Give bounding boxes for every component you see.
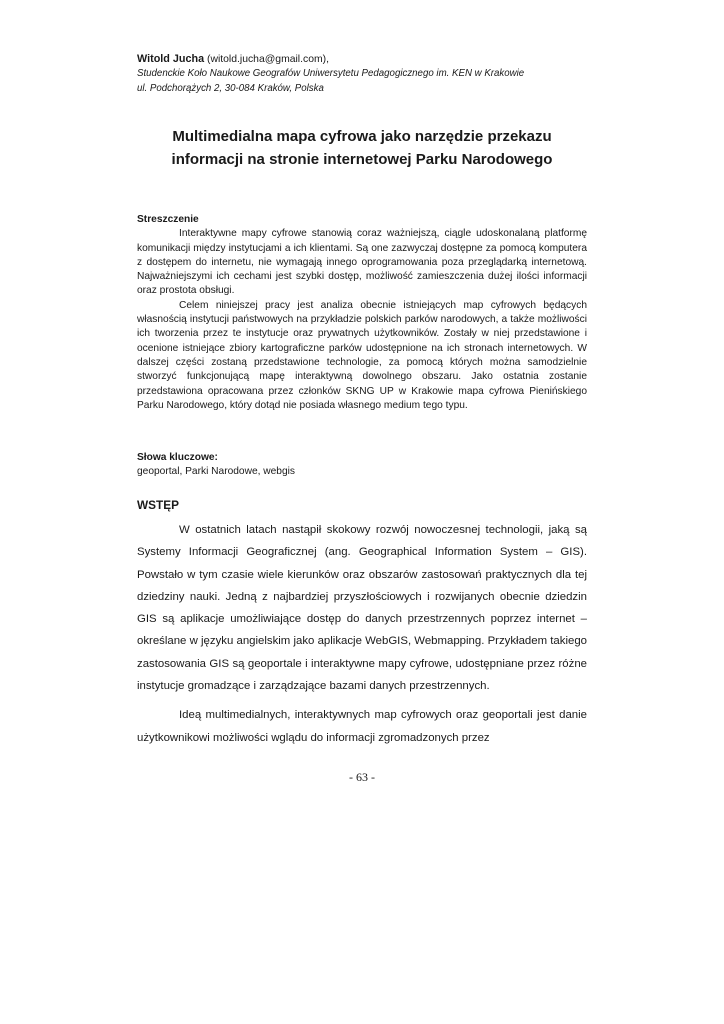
abstract-heading: Streszczenie	[137, 214, 199, 225]
author-block	[137, 52, 597, 96]
abstract-paragraph-2: Celem niniejszej pracy jest analiza obecnie istniejących map cyfrowych będących własnością instytucji państwowych na przykładzie polskich parków narodowych, a także możliwości ich tworzenia przez te instytucje oraz prywatnych użytkowników. Zostały w niej przedstawione i ocenione istniejące zbiory kartograficzne parków udostępnione na ich stronach internetowych. W dalszej części zostaną przedstawione technologie, za pomocą których można samodzielnie stworzyć funkcjonującą mapę interaktywną dowolnego obszaru. Jako ostatnia zostanie przedstawiona opracowana przez członków SKNG UP w Krakowie mapa cyfrowa Pienińskiego Parku Narodowego, który dotąd nie posiada własnego medium tego typu.	[137, 299, 587, 411]
abstract-section	[137, 213, 587, 413]
page-number: - 63 -	[349, 770, 375, 784]
keywords-heading: Słowa kluczowe:	[137, 452, 218, 463]
body-paragraph-2: Ideą multimedialnych, interaktywnych map cyfrowych oraz geoportali jest danie użytkownikowi możliwości wglądu do informacji zgromadzonych przez	[137, 709, 587, 744]
keywords-text: geoportal, Parki Narodowe, webgis	[137, 466, 295, 478]
section-heading: WSTĘP	[137, 498, 179, 512]
title-line-1: Multimedialna mapa cyfrowa jako narzędzie przekazu	[172, 128, 552, 145]
keywords-section	[137, 451, 587, 480]
paper-title	[137, 125, 587, 171]
title-line-2: informacji na stronie internetowej Parku Narodowego	[171, 151, 553, 168]
body-text	[137, 519, 587, 756]
author-line	[137, 52, 597, 67]
affiliation-line-1: Studenckie Koło Naukowe Geografów Uniwersytetu Pedagogicznego im. KEN w Krakowie	[137, 68, 525, 79]
body-paragraph-1: W ostatnich latach nastąpił skokowy rozwój nowoczesnej technologii, jaką są Systemy Informacji Geograficznej (ang. Geographical Information System – GIS). Powstało w tym czasie wiele kierunków oraz obszarów zastosowań praktycznych dla tej dziedziny nauki. Jedną z najbardziej przyszłościowych i rozwijanych obecnie dziedzin GIS są aplikacje umożliwiające dostęp do danych przestrzennych poprzez internet – określane w języku angielskim jako aplikacje WebGIS, Webmapping. Przykładem takiego zastosowania GIS są geoportale i interaktywne mapy cyfrowe, udostępniane przez różne instytucje gromadzące i zarządzające bazami danych przestrzennych.	[137, 524, 587, 693]
author-email: (witold.jucha@gmail.com),	[206, 54, 329, 65]
author-name: Witold Jucha	[137, 53, 205, 65]
affiliation-line-2: ul. Podchorążych 2, 30-084 Kraków, Polska	[137, 82, 324, 94]
abstract-paragraph-1: Interaktywne mapy cyfrowe stanowią coraz ważniejszą, ciągle udoskonalaną platformę komunikacji między instytucjami a ich klientami. Są one zazwyczaj dostępne za pomocą komputera z dostępem do internetu, nie wymagają innego oprogramowania poza przeglądarką internetową. Najważniejszymi ich cechami jest szybki dostęp, możliwość zamieszczenia dużej ilości informacji oraz prostota obsługi.	[137, 228, 587, 297]
